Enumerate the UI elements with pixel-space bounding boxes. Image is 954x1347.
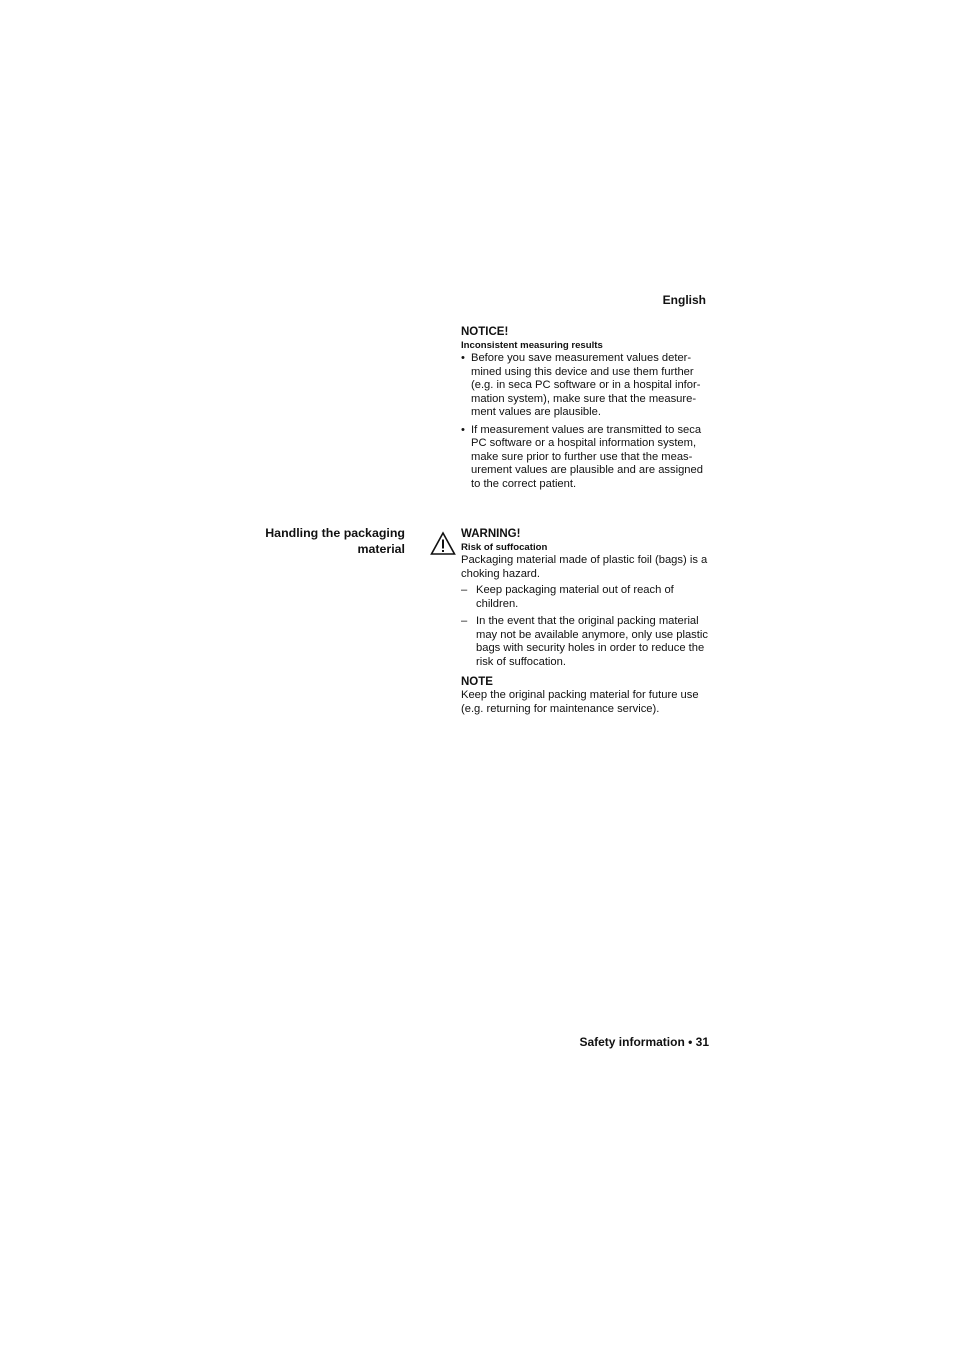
list-item: [461, 615, 711, 669]
section-heading: [230, 525, 405, 557]
warning-item-text: In the event that the original packing material may not be available anymore, only use plastic bags with security holes in order to reduce the risk of suffocation.: [476, 615, 708, 668]
notice-subtitle: Inconsistent measuring results: [461, 340, 603, 351]
section-heading-line: Handling the packaging: [265, 526, 405, 540]
warning-triangle-icon: [430, 531, 456, 556]
section-heading-line: material: [357, 542, 405, 556]
note-title: NOTE: [461, 676, 493, 688]
warning-item-text: Keep packaging material out of reach of children.: [476, 584, 674, 610]
warning-text: Packaging material made of plastic foil (bags) is a choking hazard.: [461, 554, 708, 580]
warning-subtitle: Risk of suffocation: [461, 542, 548, 553]
notice-list: [461, 352, 711, 491]
warning-title: WARNING!: [461, 528, 521, 540]
notice-block: [461, 325, 711, 495]
dash-marker: –: [461, 584, 468, 596]
list-item: [461, 424, 711, 492]
notice-item-text: Before you save measurement values deter-mined using this device and use them further (e.g. in seca PC software or in a hospital infor-mation system), make sure that the measure-ment values are plausible.: [471, 352, 701, 418]
list-item: [461, 352, 711, 420]
warning-block: [461, 527, 711, 716]
bullet-marker: •: [461, 423, 465, 436]
notice-title: NOTICE!: [461, 326, 509, 338]
notice-item-text: If measurement values are transmitted to seca PC software or a hospital information system, make sure prior to further use that the meas-urement values are plausible and are assigned to the correct patient.: [471, 423, 703, 490]
language-label: English: [662, 293, 706, 307]
bullet-marker: •: [461, 352, 465, 364]
dash-marker: –: [461, 615, 468, 627]
warning-list: [461, 584, 711, 669]
page-footer: Safety information • 31: [579, 1035, 709, 1049]
note-text: Keep the original packing material for future use (e.g. returning for maintenance service).: [461, 689, 699, 715]
list-item: [461, 584, 711, 611]
